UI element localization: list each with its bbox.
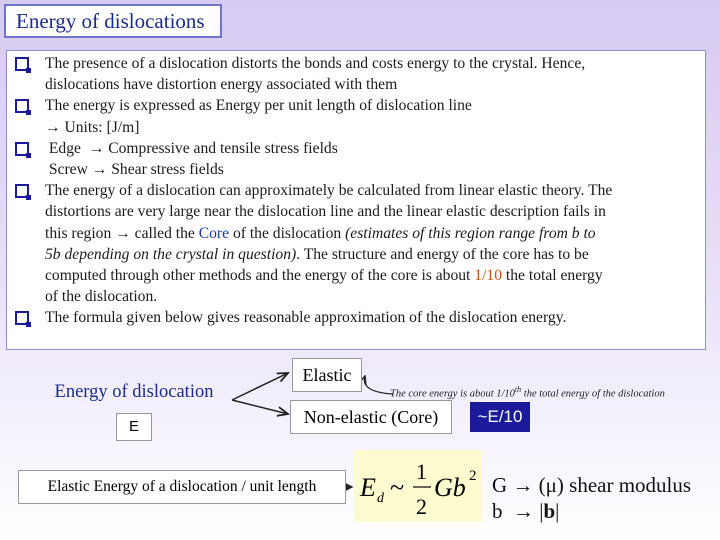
bullet-text: Screw → Shear stress fields	[45, 161, 224, 179]
bullet-text: The energy is expressed as Energy per unit length of dislocation line	[45, 97, 472, 115]
legend-b-bold: b	[543, 499, 556, 523]
note-text: the total energy of the dislocation	[521, 388, 665, 400]
formula-rhs: Gb	[434, 473, 466, 502]
elastic-energy-label: Elastic Energy of a dislocation / unit length	[18, 470, 346, 504]
elastic-box: Elastic	[292, 358, 362, 392]
note-text: The core energy is about 1/10	[390, 388, 515, 400]
core-estimate-text: (estimates of this region range from b to	[345, 224, 596, 242]
bullet-text: dislocations have distortion energy associated with them	[45, 76, 398, 94]
core-energy-box: ~E/10	[470, 402, 530, 432]
bullet-text: Edge → Compressive and tensile stress fields	[45, 139, 338, 157]
formula-lhs: E	[360, 473, 376, 502]
legend-b-post: |	[555, 499, 560, 523]
formula-svg	[354, 450, 482, 522]
nonelastic-core-box: Non-elastic (Core)	[290, 400, 452, 434]
formula-denominator: 2	[416, 494, 427, 519]
bullet-text: The energy of a dislocation can approximately be calculated from linear elastic theory. The	[45, 182, 613, 200]
text-span: . The structure and energy of the core has to be	[296, 245, 589, 263]
core-energy-note	[390, 385, 715, 400]
text-span: the total energy	[502, 267, 603, 285]
formula-exponent: 2	[469, 468, 477, 484]
energy-symbol-box: E	[116, 413, 152, 441]
core-estimate-text: 5b depending on the crystal in question)	[45, 245, 297, 263]
text-span: this region → called the	[45, 224, 199, 242]
text-span: of the dislocation	[229, 224, 346, 242]
arrow-to-core	[364, 376, 393, 394]
page-title: Energy of dislocations	[4, 4, 222, 38]
bullet-text: The formula given below gives reasonable approximation of the dislocation energy.	[45, 309, 567, 327]
energy-of-dislocation-label: Energy of dislocation	[54, 382, 214, 402]
formula-subscript: d	[377, 491, 384, 506]
bullet-text: of the dislocation.	[45, 288, 158, 306]
bullet-text: distortions are very large near the dislocation line and the linear elastic description fails in	[45, 203, 606, 221]
legend-b-pre: b → |	[492, 499, 544, 523]
arrow-to-nonelastic	[232, 400, 288, 414]
core-fraction: 1/10	[474, 267, 503, 285]
bullet-text: The presence of a dislocation distorts the bonds and costs energy to the crystal. Hence,	[45, 55, 586, 72]
formula-numerator: 1	[416, 459, 427, 484]
formula-legend	[492, 472, 717, 524]
arrow-to-elastic	[232, 373, 288, 400]
text-span: computed through other methods and the energy of the core is about	[45, 267, 475, 285]
note-superscript: th	[514, 385, 522, 394]
legend-b	[492, 498, 717, 524]
bullet-text: → Units: [J/m]	[45, 118, 140, 136]
energy-formula	[354, 450, 482, 522]
formula-approx: ~	[390, 473, 405, 502]
core-term: Core	[198, 224, 230, 242]
legend-g: G → (μ) shear modulus	[492, 473, 692, 497]
